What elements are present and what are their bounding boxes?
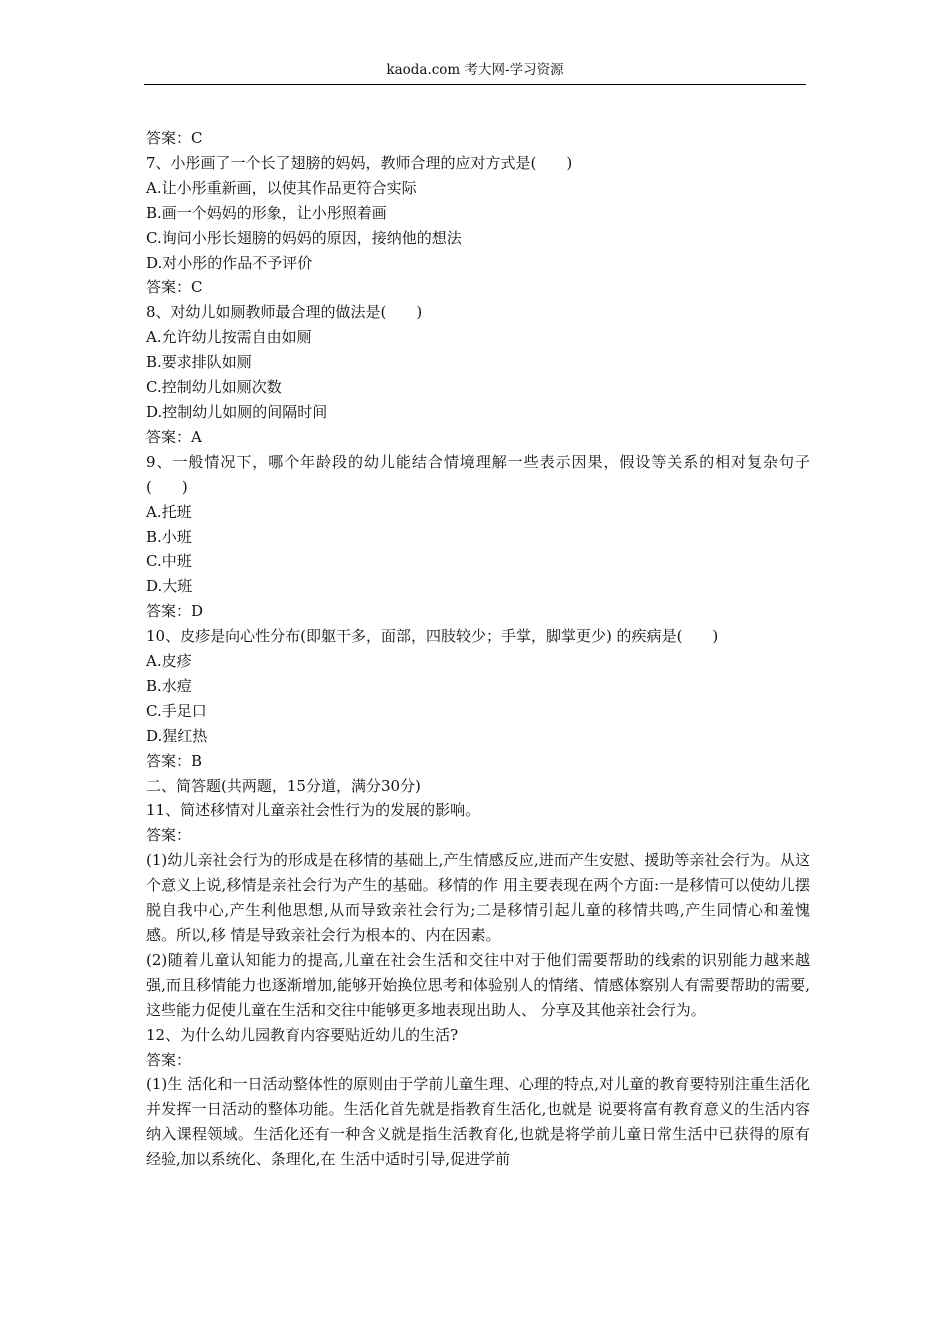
q8-stem: 8、对幼儿如厕教师最合理的做法是( ) <box>146 303 423 322</box>
q7-answer: 答案：C <box>146 278 203 297</box>
q10-answer: 答案：B <box>146 751 203 770</box>
header-divider <box>144 84 806 85</box>
q10-option-b: B.水痘 <box>146 676 192 695</box>
q12-answer-paragraph-1: (1)生 活化和一日活动整体性的原则由于学前儿童生理、心理的特点,对儿童的教育要特别注重生活化并发挥一日活动的整体功能。生活化首先就是指教育生活化,也就是 说要将富有教育意义的生活内容纳入课程领域。生活化还有一种含义就是指生活教育化,也就是将学前儿童日常生活中已获得的原有经验,加以系统化、条理化,在 生活中适时引导,促进学前 <box>146 1075 810 1169</box>
q9-stem: 9、一般情况下，哪个年龄段的幼儿能结合情境理解一些表示因果，假设等关系的相对复杂句子( ) <box>146 452 810 496</box>
q8-answer: 答案：A <box>146 427 202 446</box>
q11-stem: 11、简述移情对儿童亲社会性行为的发展的影响。 <box>146 801 481 820</box>
q11-answer-paragraph-1: (1)幼儿亲社会行为的形成是在移情的基础上,产生情感反应,进而产生安慰、援助等亲社会行为。从这个意义上说,移情是亲社会行为产生的基础。移情的作 用主要表现在两个方面:一是移情可以使幼儿摆脱自我中心,产生利他思想,从而导致亲社会行为;二是移情引起儿童的移情共鸣,产生同情心和羞愧感。所以,移 情是导致亲社会行为根本的、内在因素。 <box>146 851 810 944</box>
q7-stem: 7、小彤画了一个长了翅膀的妈妈，教师合理的应对方式是( ) <box>146 153 573 172</box>
q12-answer-label: 答案： <box>146 1050 192 1069</box>
q10-stem: 10、皮疹是向心性分布(即躯干多，面部，四肢较少；手掌，脚掌更少) 的疾病是( ) <box>146 627 719 646</box>
q6-answer: 答案：C <box>146 129 203 147</box>
q9-option-a: A.托班 <box>146 502 192 521</box>
q8-option-d: D.控制幼儿如厕的间隔时间 <box>146 402 328 421</box>
document-body <box>146 126 810 1172</box>
q12-stem: 12、为什么幼儿园教育内容要贴近幼儿的生活? <box>146 1025 459 1044</box>
q11-answer-paragraph-2: (2)随着儿童认知能力的提高,儿童在社会生活和交往中对于他们需要帮助的线索的识别能力越来越 强,而且移情能力也逐渐增加,能够开始换位思考和体验别人的情绪、情感体察别人有需要帮助的需要,这些能力促使儿童在生活和交往中能够更多地表现出助人、 分享及其他亲社会行为。 <box>146 950 810 1019</box>
q9-option-d: D.大班 <box>146 577 193 596</box>
q11-answer-label: 答案： <box>146 826 192 845</box>
q9-answer: 答案：D <box>146 602 204 621</box>
q7-option-d: D.对小彤的作品不予评价 <box>146 253 313 272</box>
page-header <box>144 60 806 80</box>
q10-option-d: D.猩红热 <box>146 726 208 745</box>
q10-option-a: A.皮疹 <box>146 652 192 671</box>
section-title: 二、简答题(共两题，15分道，满分30分) <box>146 776 421 795</box>
q7-option-a: A.让小彤重新画，以使其作品更符合实际 <box>146 178 417 197</box>
q10-option-c: C.手足口 <box>146 701 207 720</box>
q9-option-c: C.中班 <box>146 552 192 571</box>
header-title: 考大网-学习资源 <box>464 62 564 78</box>
header-site: kaoda.com <box>386 62 461 78</box>
q8-option-b: B.要求排队如厕 <box>146 353 252 372</box>
q8-option-a: A.允许幼儿按需自由如厕 <box>146 328 312 347</box>
q7-option-c: C.询问小彤长翅膀的妈妈的原因，接纳他的想法 <box>146 228 462 247</box>
q9-option-b: B.小班 <box>146 527 192 546</box>
q7-option-b: B.画一个妈妈的形象，让小彤照着画 <box>146 203 387 222</box>
q8-option-c: C.控制幼儿如厕次数 <box>146 378 282 397</box>
